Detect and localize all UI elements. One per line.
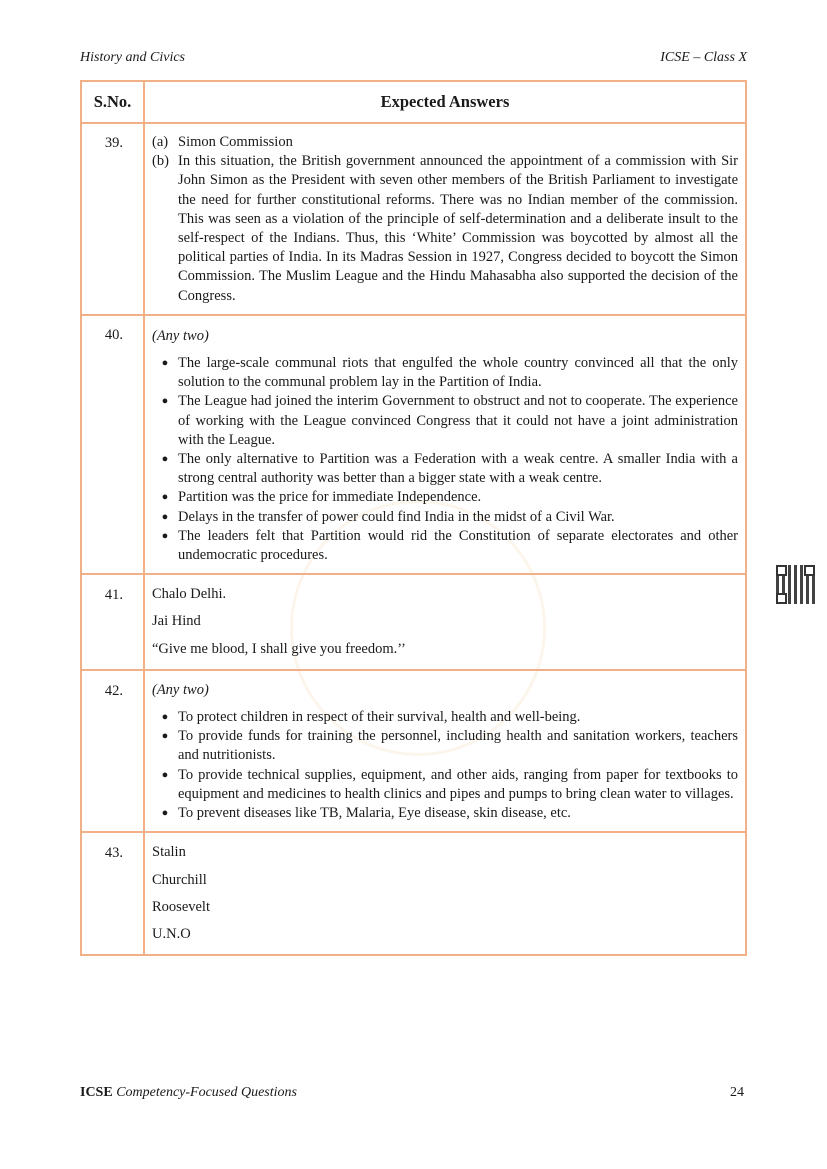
bullet-icon: ●	[161, 768, 169, 781]
footer-title-italic: Competency-Focused Questions	[116, 1085, 297, 1100]
answer-line: Roosevelt	[152, 898, 210, 915]
answer-cell	[144, 832, 746, 955]
list-item-text: The leaders felt that Partition would rid the Constitution of separate electorates and other undemocratic procedures.	[178, 527, 738, 564]
list-item	[152, 804, 738, 823]
answer-instruction: (Any two)	[152, 681, 209, 698]
answer-cell	[144, 315, 746, 574]
question-number: 40.	[81, 315, 144, 574]
list-item-text: To prevent diseases like TB, Malaria, Eye disease, skin disease, etc.	[178, 805, 571, 822]
list-item-text: Delays in the transfer of power could find India in the midst of a Civil War.	[178, 508, 615, 525]
table-header-row	[81, 81, 746, 123]
sub-answer-text: Simon Commission	[178, 134, 293, 150]
bullet-icon: ●	[161, 730, 169, 743]
running-header-class: ICSE – Class X	[660, 50, 747, 65]
answer-line: U.N.O	[152, 925, 191, 942]
sub-answer	[152, 152, 738, 306]
sub-answer-label: (b)	[152, 153, 169, 170]
list-item	[152, 450, 738, 488]
list-item	[152, 727, 738, 765]
list-item-text: To provide technical supplies, equipment, and other aids, ranging from paper for textbooks to equipment and medicines to health clinics and pipes and pumps to bring clean water to villages.	[178, 766, 738, 802]
table-row	[81, 574, 746, 670]
table-row	[81, 123, 746, 315]
list-item	[152, 766, 738, 804]
answer-cell	[144, 123, 746, 315]
bullet-icon: ●	[161, 711, 169, 724]
table-row	[81, 832, 746, 955]
bullet-icon: ●	[161, 529, 169, 542]
sub-answer-text: In this situation, the British government announced the appointment of a commission with Sir John Simon as the President with seven other members of the British Parliament to investigate the need for further constitutional reforms. There was no Indian member of the commission. This was seen as a violation of the principle of self-determination and a deliberate insult to the self-respect of the Indians. Thus, this ‘White’ Commission was boycotted by almost all the political parties of India. In its Madras Session in 1927, Congress decided to boycott the Simon Commission. The Muslim League and the Hindu Mahasabha also supported the decision of the Congress.	[178, 153, 738, 304]
answers-table	[80, 80, 747, 956]
question-number: 41.	[81, 574, 144, 670]
list-item-text: The League had joined the interim Government to obstruct and not to cooperate. The experience of working with the League convinced Congress that it could not have a joint administration with the League.	[178, 393, 738, 448]
answer-line: “Give me blood, I shall give you freedom.’’	[152, 640, 406, 657]
table-row	[81, 315, 746, 574]
answer-line: Chalo Delhi.	[152, 586, 227, 603]
list-item-text: To provide funds for training the personnel, including health and sanitation workers, teachers and nutritionists.	[178, 728, 738, 764]
list-item-text: The large-scale communal riots that engulfed the whole country convinced all that the only solution to the communal problem lay in the Partition of India.	[178, 355, 738, 391]
answer-line: Churchill	[152, 871, 207, 888]
answer-line: Stalin	[152, 844, 186, 861]
answer-cell	[144, 670, 746, 832]
footer-title-bold: ICSE	[80, 1085, 113, 1100]
question-number: 42.	[81, 670, 144, 832]
list-item-text: The only alternative to Partition was a Federation with a weak centre. A smaller India with a strong central authority was better than a bigger state with a weak centre.	[178, 451, 738, 487]
list-item-text: To protect children in respect of their survival, health and well-being.	[178, 709, 581, 726]
list-item-text: Partition was the price for immediate Independence.	[178, 489, 482, 506]
list-item	[152, 354, 738, 392]
sub-answer-label: (a)	[152, 134, 169, 150]
running-header-subject: History and Civics	[80, 50, 185, 65]
footer-title	[80, 1085, 297, 1101]
answer-cell	[144, 574, 746, 670]
list-item	[152, 488, 738, 507]
column-header-answers: Expected Answers	[144, 81, 746, 123]
bullet-icon: ●	[161, 510, 169, 523]
answer-instruction: (Any two)	[152, 327, 209, 344]
column-header-serial: S.No.	[81, 81, 144, 123]
table-row	[81, 670, 746, 832]
list-item	[152, 708, 738, 727]
sub-answer	[152, 133, 738, 152]
qr-code-icon[interactable]	[776, 565, 815, 604]
list-item	[152, 508, 738, 527]
bullet-icon: ●	[161, 395, 169, 408]
bullet-icon: ●	[161, 491, 169, 504]
bullet-icon: ●	[161, 807, 169, 820]
question-number: 43.	[81, 832, 144, 955]
bullet-list	[152, 354, 738, 565]
list-item	[152, 527, 738, 565]
bullet-list	[152, 708, 738, 823]
list-item	[152, 392, 738, 450]
page-number: 24	[730, 1085, 744, 1100]
question-number: 39.	[81, 123, 144, 315]
bullet-icon: ●	[161, 357, 169, 370]
answer-line: Jai Hind	[152, 613, 201, 630]
bullet-icon: ●	[161, 453, 169, 466]
